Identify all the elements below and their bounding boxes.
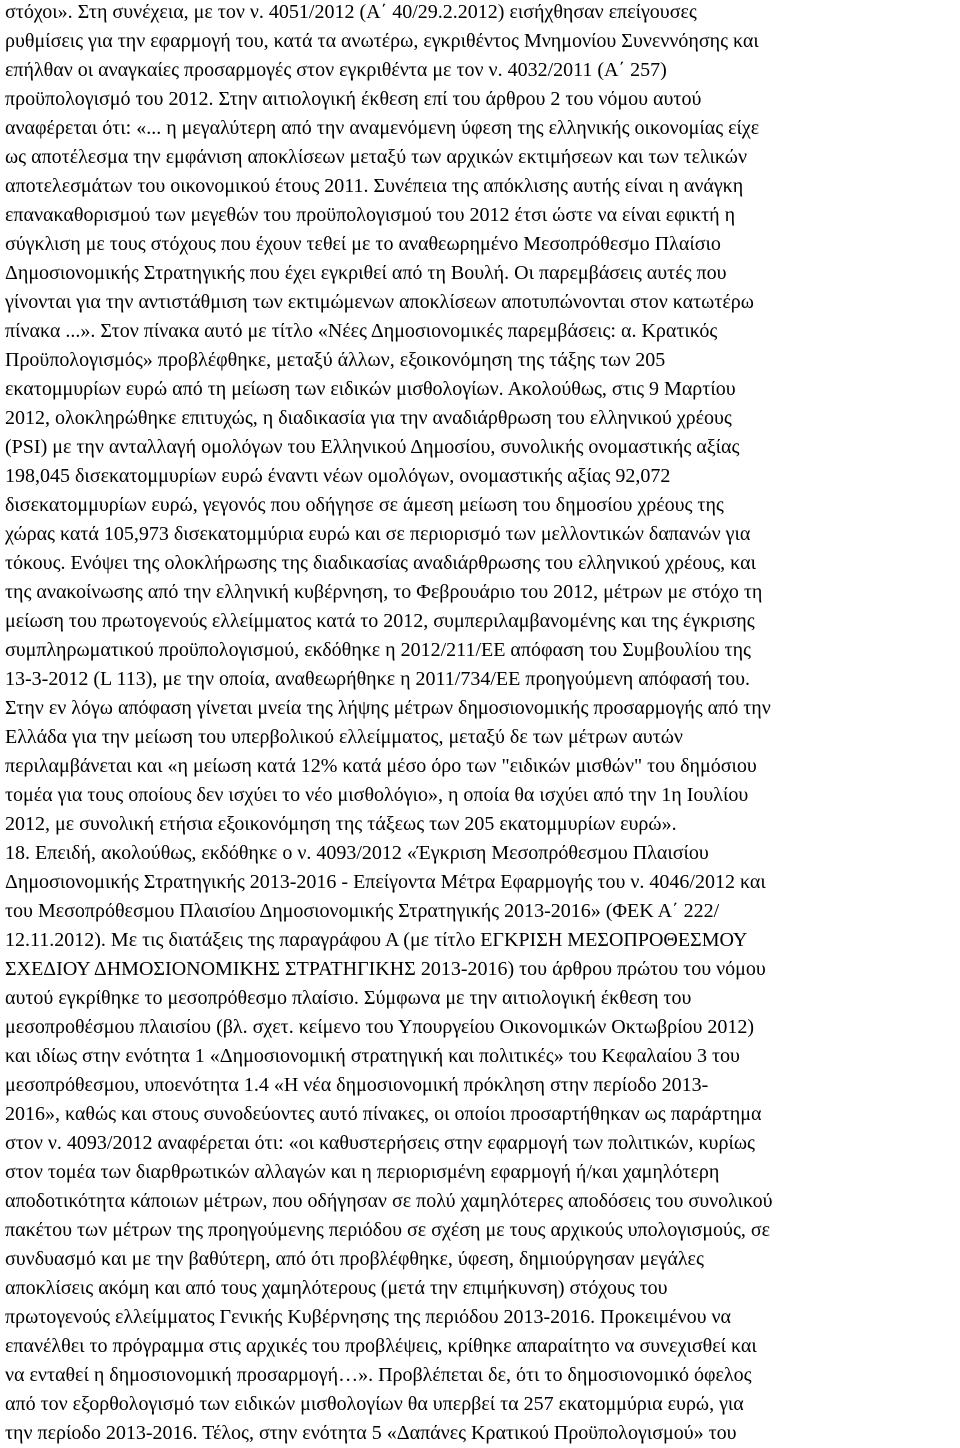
text-line: αποκλίσεις ακόμη και από τους χαμηλότερους (μετά την επιμήκυνση) στόχους του bbox=[5, 1277, 668, 1299]
text-line: 13-3-2012 (L 113), με την οποία, αναθεωρήθηκε η 2011/734/ΕΕ προηγούμενη απόφασή του. bbox=[5, 668, 751, 690]
text-line: επήλθαν οι αναγκαίες προσαρμογές στον εγκριθέντα με τον ν. 4032/2011 (Α΄ 257) bbox=[5, 59, 667, 81]
text-line: Ελλάδα για την μείωση του υπερβολικού ελλείμματος, μεταξύ δε των μέτρων αυτών bbox=[5, 726, 683, 748]
text-line: Στην εν λόγω απόφαση γίνεται μνεία της λήψης μέτρων δημοσιονομικής προσαρμογής από την bbox=[5, 697, 771, 719]
text-line: της ανακοίνωσης από την ελληνική κυβέρνηση, το Φεβρουάριο του 2012, μέτρων με στόχο τη bbox=[5, 581, 763, 603]
text-line: γίνονται για την αντιστάθμιση των εκτιμώμενων αποκλίσεων αποτυπώνονται στον κατωτέρω bbox=[5, 291, 754, 313]
text-line: Δημοσιονομικής Στρατηγικής που έχει εγκριθεί από τη Βουλή. Οι παρεμβάσεις αυτές που bbox=[5, 262, 727, 284]
text-line: Προϋπολογισμός» προβλέφθηκε, μεταξύ άλλων, εξοικονόμηση της τάξης των 205 bbox=[5, 349, 666, 371]
text-line: 2016», καθώς και στους συνοδεύοντες αυτό πίνακες, οι οποίοι προσαρτήθηκαν ως παράρτημα bbox=[5, 1103, 762, 1125]
text-line: ρυθμίσεις για την εφαρμογή του, κατά τα ανωτέρω, εγκριθέντος Μνημονίου Συνεννόησης και bbox=[5, 30, 759, 52]
text-line: (PSI) με την ανταλλαγή ομολόγων του Ελληνικού Δημοσίου, συνολικής ονομαστικής αξίας bbox=[5, 436, 740, 458]
text-line: την περίοδο 2013-2016. Τέλος, στην ενότητα 5 «Δαπάνες Κρατικού Προϋπολογισμού» του bbox=[5, 1422, 737, 1444]
text-line: στον τομέα των διαρθρωτικών αλλαγών και η περιορισμένη εφαρμογή ή/και χαμηλότερη bbox=[5, 1161, 720, 1183]
text-line: 198,045 δισεκατομμυρίων ευρώ έναντι νέων ομολόγων, ονομαστικής αξίας 92,072 bbox=[5, 465, 671, 487]
text-line: 12.11.2012). Με τις διατάξεις της παραγράφου Α (με τίτλο ΕΓΚΡΙΣΗ ΜΕΣΟΠΡΟΘΕΣΜΟΥ bbox=[5, 929, 748, 951]
text-line: χώρας κατά 105,973 δισεκατομμύρια ευρώ και σε περιορισμό των μελλοντικών δαπανών για bbox=[5, 523, 751, 545]
text-line: από τον εξορθολογισμό των ειδικών μισθολογίων θα υπερβεί τα 257 εκατομμύρια ευρώ, για bbox=[5, 1393, 744, 1415]
text-line: αυτού εγκρίθηκε το μεσοπρόθεσμο πλαίσιο. Σύμφωνα με την αιτιολογική έκθεση του bbox=[5, 987, 692, 1009]
text-line: επανέλθει το πρόγραμμα στις αρχικές του προβλέψεις, κρίθηκε απαραίτητο να συνεχισθεί και bbox=[5, 1335, 757, 1357]
text-line: πακέτου των μέτρων της προηγούμενης περιόδου σε σχέση με τους αρχικούς υπολογισμούς, σε bbox=[5, 1219, 771, 1241]
text-line: μεσοπροθέσμου πλαισίου (βλ. σχετ. κείμενο του Υπουργείου Οικονομικών Οκτωβρίου 2012) bbox=[5, 1016, 755, 1038]
text-line: προϋπολογισμό του 2012. Στην αιτιολογική έκθεση επί του άρθρου 2 του νόμου αυτού bbox=[5, 88, 702, 110]
text-line: πρωτογενούς ελλείμματος Γενικής Κυβέρνησης της περιόδου 2013-2016. Προκειμένου να bbox=[5, 1306, 732, 1328]
text-line: αποδοτικότητα κάποιων μέτρων, που οδήγησαν σε πολύ χαμηλότερες αποδόσεις του συνολικού bbox=[5, 1190, 773, 1212]
text-line: πίνακα ...». Στον πίνακα αυτό με τίτλο «Νέες Δημοσιονομικές παρεμβάσεις: α. Κρατικός bbox=[5, 320, 718, 342]
text-line: συνδυασμό και με την βαθύτερη, από ότι προβλέφθηκε, ύφεση, δημιούργησαν μεγάλες bbox=[5, 1248, 704, 1270]
text-line: σύγκλιση με τους στόχους που έχουν τεθεί με το αναθεωρημένο Μεσοπρόθεσμο Πλαίσιο bbox=[5, 233, 721, 255]
text-line: στόχοι». Στη συνέχεια, με τον ν. 4051/2012 (Α΄ 40/29.2.2012) εισήχθησαν επείγουσες bbox=[5, 1, 697, 23]
text-line: 2012, ολοκληρώθηκε επιτυχώς, η διαδικασία για την αναδιάρθρωση του ελληνικού χρέους bbox=[5, 407, 732, 429]
text-line: δισεκατομμυρίων ευρώ, γεγονός που οδήγησε σε άμεση μείωση του δημοσίου χρέους της bbox=[5, 494, 724, 516]
text-line: τομέα για τους οποίους δεν ισχύει το νέο μισθολόγιο», η οποία θα ισχύει από την 1η Ιουλίου bbox=[5, 784, 749, 806]
text-line: τόκους. Ενόψει της ολοκλήρωσης της διαδικασίας αναδιάρθρωσης του ελληνικού χρέους, και bbox=[5, 552, 756, 574]
text-line: περιλαμβάνεται και «η μείωση κατά 12% κατά μέσο όρο των "ειδικών μισθών" του δημόσιου bbox=[5, 755, 757, 777]
text-line: συμπληρωματικού προϋπολογισμού, εκδόθηκε η 2012/211/ΕΕ απόφαση του Συμβουλίου της bbox=[5, 639, 751, 661]
text-line: ΣΧΕΔΙΟΥ ΔΗΜΟΣΙΟΝΟΜΙΚΗΣ ΣΤΡΑΤΗΓΙΚΗΣ 2013-2016) του άρθρου πρώτου του νόμου bbox=[5, 958, 766, 980]
text-line: αποτελεσμάτων του οικονομικού έτους 2011. Συνέπεια της απόκλισης αυτής είναι η ανάγκη bbox=[5, 175, 744, 197]
text-line: εκατομμυρίων ευρώ από τη μείωση των ειδικών μισθολογίων. Ακολούθως, στις 9 Μαρτίου bbox=[5, 378, 736, 400]
text-line: Δημοσιονομικής Στρατηγικής 2013-2016 - Επείγοντα Μέτρα Εφαρμογής του ν. 4046/2012 και bbox=[5, 871, 766, 893]
text-line: 18. Επειδή, ακολούθως, εκδόθηκε ο ν. 4093/2012 «Έγκριση Μεσοπρόθεσμου Πλαισίου bbox=[5, 842, 709, 864]
text-line: του Μεσοπρόθεσμου Πλαισίου Δημοσιονομικής Στρατηγικής 2013-2016» (ΦΕΚ Α΄ 222/ bbox=[5, 900, 720, 922]
text-line: επανακαθορισμού των μεγεθών του προϋπολογισμού του 2012 έτσι ώστε να είναι εφικτή η bbox=[5, 204, 736, 226]
text-line: και ιδίως στην ενότητα 1 «Δημοσιονομική στρατηγική και πολιτικές» του Κεφαλαίου 3 του bbox=[5, 1045, 740, 1067]
document-body-text bbox=[5, 0, 955, 1448]
text-line: μείωση του πρωτογενούς ελλείμματος κατά το 2012, συμπεριλαμβανομένης και της έγκρισης bbox=[5, 610, 755, 632]
text-line: 2012, με συνολική ετήσια εξοικονόμηση της τάξεως των 205 εκατομμυρίων ευρώ». bbox=[5, 813, 677, 835]
text-line: στον ν. 4093/2012 αναφέρεται ότι: «οι καθυστερήσεις στην εφαρμογή των πολιτικών, κυρίως bbox=[5, 1132, 755, 1154]
text-line: να ενταθεί η δημοσιονομική προσαρμογή…». Προβλέπεται δε, ότι το δημοσιονομικό όφελος bbox=[5, 1364, 752, 1386]
text-line: μεσοπρόθεσμου, υποενότητα 1.4 «Η νέα δημοσιονομική πρόκληση στην περίοδο 2013- bbox=[5, 1074, 709, 1096]
text-line: ως αποτέλεσμα την εμφάνιση αποκλίσεων μεταξύ των αρχικών εκτιμήσεων και των τελικών bbox=[5, 146, 748, 168]
text-line: αναφέρεται ότι: «... η μεγαλύτερη από την αναμενόμενη ύφεση της ελληνικής οικονομίας είχε bbox=[5, 117, 760, 139]
